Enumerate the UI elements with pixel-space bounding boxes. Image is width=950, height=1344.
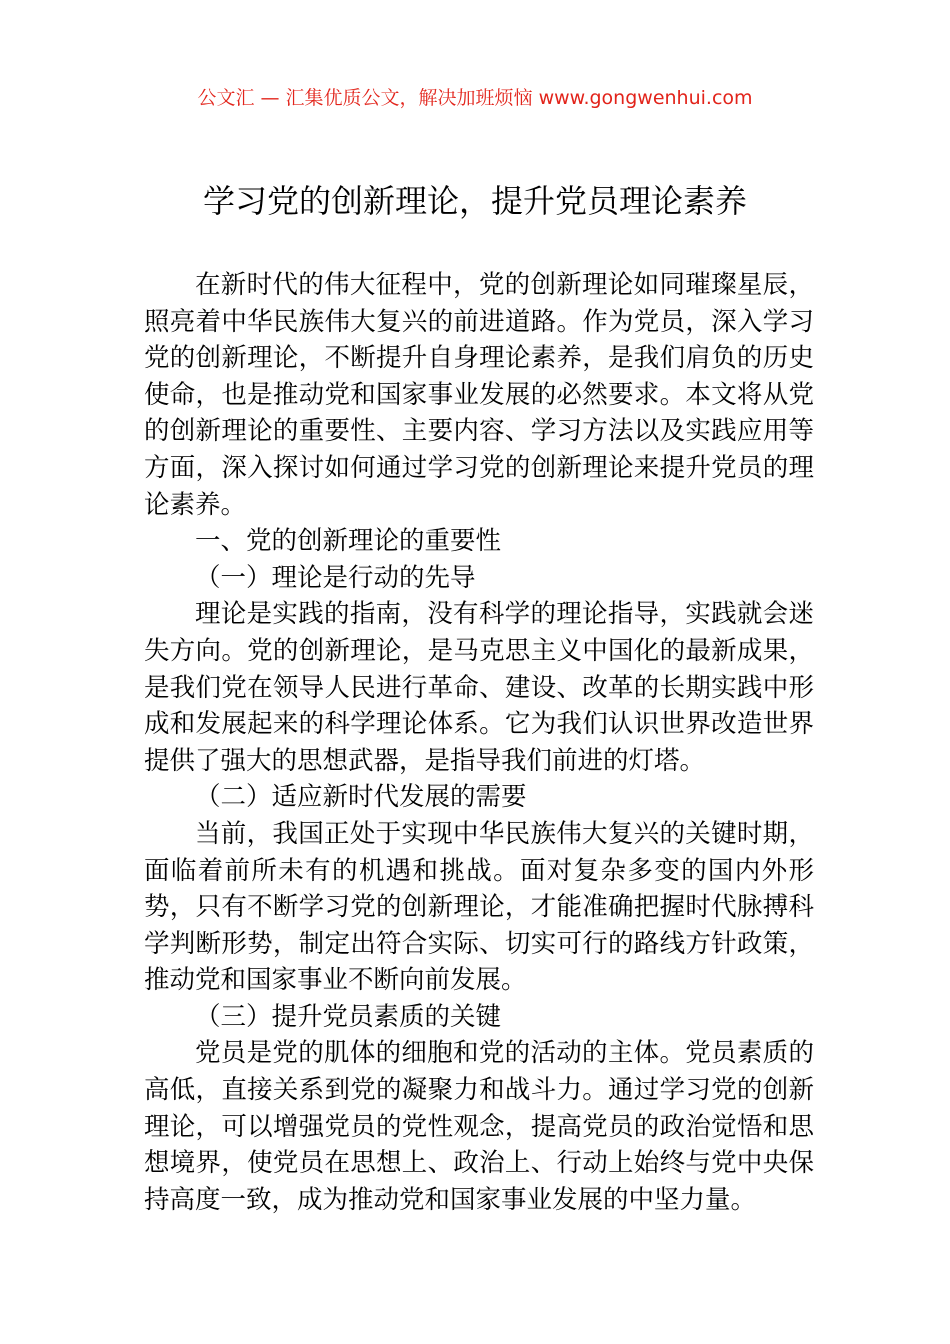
paragraph-1-1: 理论是实践的指南，没有科学的理论指导，实践就会迷失方向。党的创新理论，是马克思主义中国化的最新成果，是我们党在领导人民进行革命、建设、改革的长期实践中形成和发展起来的科学理论体系。它为我们认识世界改造世界提供了强大的思想武器，是指导我们前进的灯塔。: [144, 599, 814, 776]
paragraph-1-3: 党员是党的肌体的细胞和党的活动的主体。党员素质的高低，直接关系到党的凝聚力和战斗力。通过学习党的创新理论，可以增强党员的党性观念，提高党员的政治觉悟和思想境界，使党员在思想上、政治上、行动上始终与党中央保持高度一致，成为推动党和国家事业发展的中坚力量。: [144, 1038, 814, 1215]
site-header-banner: 公文汇 — 汇集优质公文，解决加班烦恼 www.gongwenhui.com: [197, 87, 753, 109]
section-heading-1: 一、党的创新理论的重要性: [195, 526, 502, 557]
document-body: [144, 267, 814, 1218]
subsection-heading-1-3: （三）提升党员素质的关键: [195, 1001, 502, 1032]
document-title: 学习党的创新理论，提升党员理论素养: [202, 182, 747, 220]
subsection-heading-1-2: （二）适应新时代发展的需要: [195, 782, 527, 813]
subsection-heading-1-1: （一）理论是行动的先导: [195, 562, 476, 593]
paragraph-intro: 在新时代的伟大征程中，党的创新理论如同璀璨星辰，照亮着中华民族伟大复兴的前进道路。作为党员，深入学习党的创新理论，不断提升自身理论素养，是我们肩负的历史使命，也是推动党和国家事业发展的必然要求。本文将从党的创新理论的重要性、主要内容、学习方法以及实践应用等方面，深入探讨如何通过学习党的创新理论来提升党员的理论素养。: [144, 270, 814, 520]
paragraph-1-2: 当前，我国正处于实现中华民族伟大复兴的关键时期，面临着前所未有的机遇和挑战。面对复杂多变的国内外形势，只有不断学习党的创新理论，才能准确把握时代脉搏科学判断形势，制定出符合实际、切实可行的路线方针政策，推动党和国家事业不断向前发展。: [144, 818, 814, 996]
